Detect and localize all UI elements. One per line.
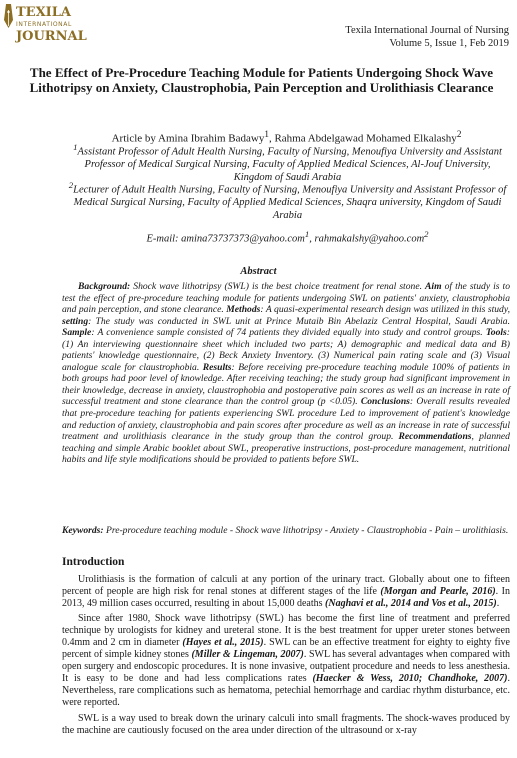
author-1-sup: 1 [264,129,269,139]
introduction-heading: Introduction [62,556,125,568]
journal-volume: Volume 5, Issue 1, Feb 2019 [389,38,509,49]
article-title: The Effect of Pre-Procedure Teaching Module for Patients Undergoing Shock Wave Lithotripsy on Anxiety, Claustrophobia, Pain Perception and Urolithiasis Clearance [29,65,494,95]
email-2[interactable]: rahmakalshy@yahoo.com [314,233,425,245]
keywords-label: Keywords: [62,525,104,536]
author-separator: , [268,132,275,145]
abstract-results-text: : Before receiving pre-procedure teaching module 100% of patients in both groups had poor level of knowledge. After receiving teaching; the study group had significant improvement in their knowledge, decrease in anxiety, claustrophobia and postoperative pain scores as well as an increase in rate of successful treatment and stone clearance than the control group (p <0.05). [62,361,510,408]
abstract-tools-text: : (1) An interviewing questionnaire sheet which included two parts; A) demographic and medical data and B) patients' knowledge questionnaire, (2) Beck Anxiety Inventory. (3) Numerical pain rating scale and (3) Visual analogue scale for claustrophobia. [62,327,510,373]
abstract-recommendations-label: Recommendations [398,431,472,443]
abstract-background-text: Shock wave lithotripsy (SWL) is the best choice treatment for renal stone. [130,281,426,292]
abstract-sample-label: Sample [62,327,92,339]
intro-paragraph-3: SWL is a way used to break down the urinary calculi into small fragments. The shock-waves produced by the machine are cautiously focused on the area under direction of the ultrasound or x-ray [62,712,510,736]
intro-p1-text-a: Urolithiasis is the formation of calculi at any portion of the urinary tract. Globally about one to fifteen percent of people are high risk for renal stones at different stages of the life [62,574,510,598]
intro-p2-citation-3: (Haecker & Wess, 2010; Chandhoke, 2007) [312,673,508,685]
journal-info [345,24,509,50]
author-2-sup: 2 [456,129,462,139]
abstract-tools-label: Tools [485,327,507,339]
introduction-body [62,574,510,740]
intro-p2-text-b: . SWL can be an effective treatment for eighty to eighty five percent of simple kidney stones [62,637,510,661]
author-prefix: Article by [111,132,159,145]
intro-p1-citation-2: (Naghavi et al., 2014 and Vos et al., 2015) [325,598,497,610]
abstract-recommendations-text: , planned teaching and simple Arabic booklet about SWL, preoperative instructions, post-procedure management, nutritional habits and life style modifications should be provided to patients before SWL. [62,431,510,466]
email-1[interactable]: amina73737373@yahoo.com [181,233,305,245]
abstract-aim-label: Aim [425,281,442,292]
intro-paragraph-1 [62,574,510,610]
intro-p1-text-b: . In 2013, 49 million cases occurred, resulting in about 15,000 deaths [62,586,510,610]
abstract-methods-label: Methods [226,304,261,316]
email-separator: , [309,233,315,245]
logo-name-middle: INTERNATIONAL [16,21,72,28]
intro-p2-text-d: . Nevertheless, rare complications such as hematoma, petechial hemorrhage and cardiac rhythm disturbance, etc. were reported. [62,673,510,709]
intro-p1-citation-1: (Morgan and Pearle, 2016) [380,586,496,598]
email-1-sup: 1 [304,229,310,239]
abstract-background-label: Background: [78,281,131,292]
logo-name-top: TEXILA [16,5,71,20]
abstract-conclusions-text: : Overall results revealed that pre-procedure teaching for patients experiencing SWL procedure Led to improvement of patient's knowledge and reduction of anxiety, claustrophobia and pain scores after procedure as well as an increase in rate of successful treatment and urolithiasis clearance in the study group than the control group. [62,396,510,443]
intro-p2-text-a: Since after 1980, Shock wave lithotripsy (SWL) has become the first line of treatment and preferred technique by urologists for kidney and ureteral stone. It is the best treatment for upper ureter stones between 0.4mm and 2 cm in diameter [62,613,510,649]
abstract-methods-text: : A quasi-experimental research design was utilized in this study, [260,304,510,316]
intro-p2-text-c: . SWL has several advantages when compared with open surgery and endoscopic procedures. It is none invasive, outpatient procedure and needs to less anesthesia. It is easy to be done and had less complications rates [62,649,511,685]
abstract-aim-text: of the study is to test the effect of pre-procedure teaching module for patients undergoing SWL on patients' anxiety, claustrophobia and pain perception, and stone clearance. [62,281,511,316]
abstract-conclusions-label: Conclusions [360,396,410,408]
abstract-results-label: Results [202,361,232,373]
affiliation-2-text: Lecturer of Adult Health Nursing, Faculty of Nursing, Menoufiya University and Assistant Professor of Medical Surgical Nursing, Faculty of Applied Medical Sciences, Shaqra university, Kingdom of Saudi Arabia [73,184,507,222]
affiliation-2 [66,179,509,223]
email-2-sup: 2 [424,229,429,239]
affiliation-2-sup: 2 [68,180,74,190]
abstract-setting-label: setting [62,315,89,327]
author-2: Rahma Abdelgawad Mohamed Elkalashy [274,132,457,145]
pen-nib-icon [4,4,13,28]
email-label: E-mail: [146,233,182,245]
author-1: Amina Ibrahim Badawy [158,132,265,145]
abstract-sample-text: : A convenience sample consisted of 74 patients they divided equally into study and control groups. [91,327,486,339]
abstract-setting-text: : The study was conducted in SWL unit at Prince Mutaib Bin Abelaziz Central Hospital, Saudi Arabia. [88,315,510,327]
journal-logo [2,2,94,54]
keywords-text: Pre-procedure teaching module - Shock wave lithotripsy - Anxiety - Claustrophobia - Pain – urolithiasis. [103,525,509,536]
intro-p1-text-c: . [496,598,500,610]
intro-p2-citation-2: (Miller & Lingeman, 2007) [191,649,304,661]
intro-p2-citation-1: (Hayes et al., 2015) [182,637,264,649]
affiliation-1-sup: 1 [73,142,78,152]
keywords [62,525,510,537]
abstract-heading: Abstract [240,266,277,277]
affiliation-1-text: Assistant Professor of Adult Health Nursing, Faculty of Nursing, Menoufiya University and Assistant Professor of Medical Surgical Nursing, Faculty of Applied Medical Sciences, Al-Jouf University, Kingdom of Saudi Arabia [77,146,502,184]
email-line [66,228,509,246]
intro-paragraph-2 [62,613,510,709]
journal-name: Texila International Journal of Nursing [345,25,509,36]
logo-name-bottom: JOURNAL [16,29,87,44]
abstract-body [62,281,510,466]
